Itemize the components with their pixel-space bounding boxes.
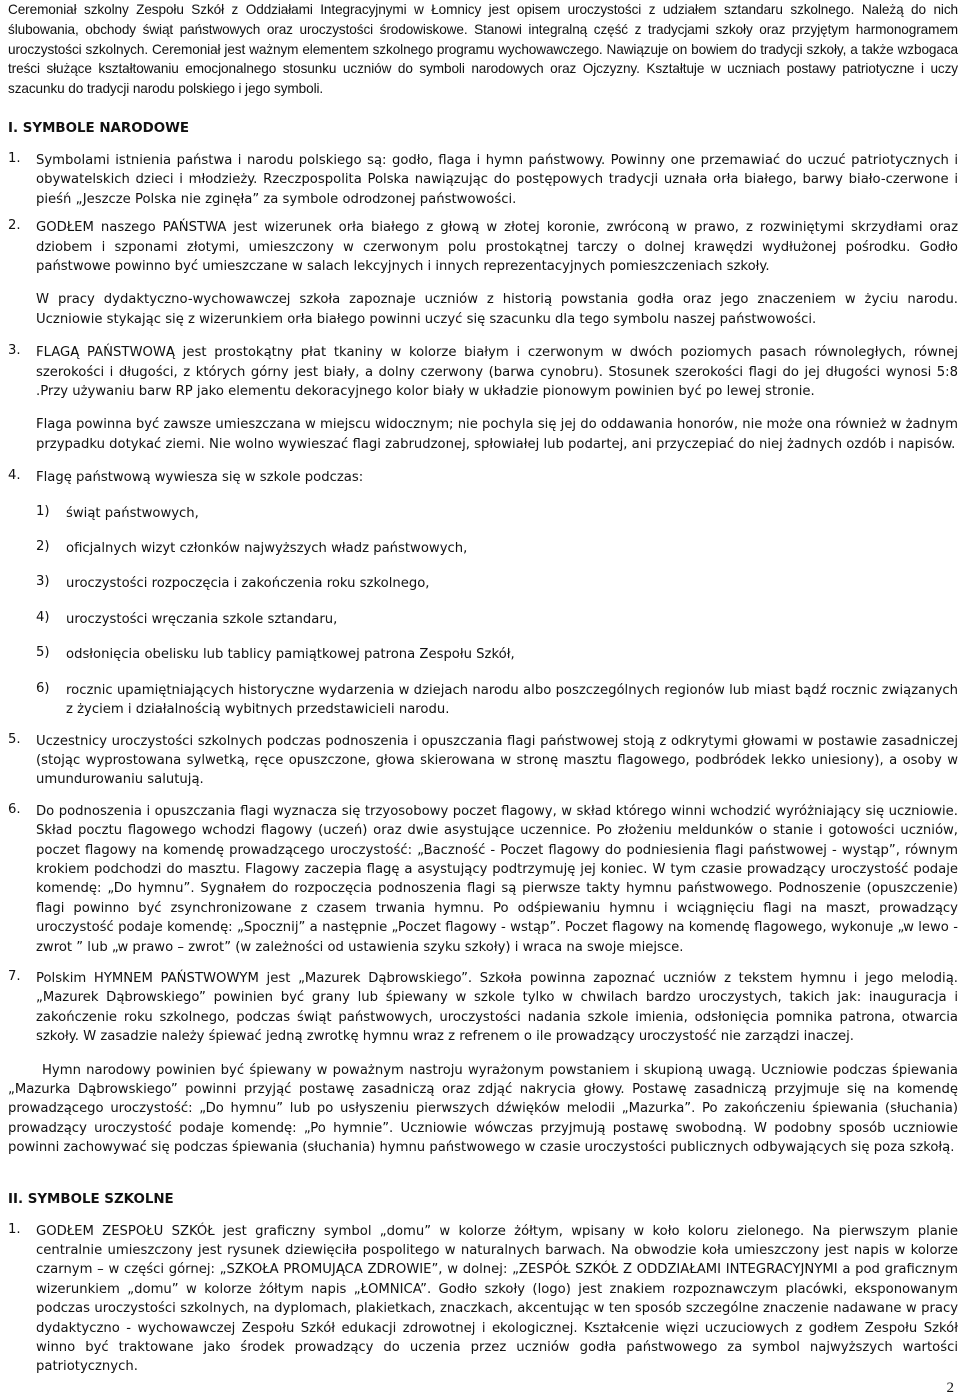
item-number: 1. [8,1221,21,1237]
item-text: GODŁEM naszego PAŃSTWA jest wizerunek orła białego z głową w złotej koronie, zwróconą w prawo, z rozwiniętymi skrzydłami oraz dziobem i szponami złotymi, umieszczony w czerwonym polu prostokątnej tarczy o dolnej krawędzi wydłużonej pośrodku. Godło państwowe powinno być umieszczane w salach lekcyjnych i innych reprezentacyjnych pomieszczeniach szkoły. [36,220,958,275]
list-item [8,1222,958,1377]
occasion-item [8,574,958,593]
occasion-text: odsłonięcia obelisku lub tablicy pamiątkowej patrona Zespołu Szkół, [66,647,515,663]
occasion-text: rocznic upamiętniających historyczne wydarzenia w dziejach narodu albo poszczególnych regionów lub miast bądź rocznic związanych z życiem i działalnością wybitnych przedstawicieli narodu. [66,682,958,718]
occasion-text: uroczystości wręczania szkole sztandaru, [66,611,338,627]
occasion-number: 1) [36,503,50,519]
item-number: 1. [8,150,21,166]
occasion-number: 3) [36,574,50,590]
item-text: Uczestnicy uroczystości szkolnych podczas podnoszenia i opuszczania flagi państwowej stoją z odkrytymi głowami w postawie zasadniczej (stojąc wyprostowana sylwetką, ręce opuszczone, głowa skierowana w stronę masztu flagowego, podbródek lekko uniesiony), a osoby w umundurowaniu salutują. [36,733,958,788]
item-text: Polskim HYMNEM PAŃSTWOWYM jest „Mazurek Dąbrowskiego”. Szkoła powinna zapoznać uczniów z tekstem hymnu i jego melodią. „Mazurek Dąbrowskiego” powinien być grany lub śpiewany w szkole tylko w chwilach bardzo uroczystych, takich jak: inauguracja i zakończenie roku szkolnego, podczas świąt państwowych, uroczystości nadania szkole imienia, odsłonięcia pomnika patrona, otwarcia szkoły. W zasadzie należy śpiewać jedną zwrotkę hymnu wraz z refrenem o ile prowadzący uroczystość nie zarządzi inaczej. [36,970,958,1045]
list-item [8,969,958,1047]
occasion-item [8,504,958,523]
hymn-paragraph: Hymn narodowy powinien być śpiewany w poważnym nastroju wyrażonym powstaniem i skupioną uwagą. Uczniowie podczas śpiewania „Mazurka Dąbrowskiego” powinni przyjąć postawę zasadniczą oraz zdjąć nakrycia głowy. Postawę zasadniczą przyjmuje się na komendę prowadzącego uroczystość: „Do hymnu” lub po usłyszeniu pierwszych dźwięków melodii „Mazurka”. Po zakończeniu śpiewania (słuchania) prowadzący uroczystość podaje komendę: „Po hymnie”. Uczniowie wówczas przyjmują postawę swobodną. W podobny sposób uczniowie powinni zachowywać się podczas śpiewania (słuchania) hymnu państwowego w czasie uroczystości publicznych odbywających się poza szkołą. [8,1062,958,1156]
item-number: 3. [8,343,21,359]
occasion-text: świąt państwowych, [66,505,199,521]
occasion-item [8,539,958,558]
occasion-text: oficjalnych wizyt członków najwyższych władz państwowych, [66,541,468,557]
section-heading-school-symbols: II. SYMBOLE SZKOLNE [8,1191,174,1207]
list-item [8,802,958,957]
item-number: 6. [8,801,21,817]
item-text: Do podnoszenia i opuszczania flagi wyznacza się trzyosobowy poczet flagowy, w skład którego winni wchodzić wyróżniający się uczniowie. Skład pocztu flagowego wchodzi flagowy (uczeń) oraz dwie asystujące uczennice. Po złożeniu meldunków o stanie i gotowości uczniów, poczet flagowy na komendę prowadzącego uroczystość: „Baczność - Poczet flagowy do podniesienia flagi państwowej - wystąp”, równym krokiem podchodzi do masztu. Flagowy zaczepia flagę a asystujący podtrzymuję jej koniec. W tym czasie prowadzący uroczystość podaje komendę: „Do hymnu”. Sygnałem do rozpoczęcia podnoszenia flagi są pierwsze takty hymnu państwowego. Podnoszenie (opuszczenie) flagi powinno być zsynchronizowane z czasem trwania hymnu. Po odśpiewaniu hymnu i wciągnięciu flagi na maszt, prowadzący uroczystość podaje komendę: „Spocznij” a następnie „Poczet flagowy - wstąp”. Poczet flagowy na komendę flagowego, wykonuje „w lewo - zwrot ” lub „w prawo – zwrot” (w zależności od ustawienia szyku szkoły) i wraca na swoje miejsce. [36,803,958,955]
list-item [8,151,958,209]
occasion-number: 6) [36,680,50,696]
list-item [8,468,958,487]
item-number: 4. [8,468,21,484]
page-number: 2 [946,1380,954,1396]
section-heading-national-symbols: I. SYMBOLE NARODOWE [8,120,190,136]
item-number: 7. [8,968,21,984]
occasion-item [8,645,958,664]
list-item [8,343,958,401]
item-text: Flagę państwową wywiesza się w szkole podczas: [36,470,364,486]
document-page [8,0,958,1377]
item-number: 2. [8,218,21,234]
occasion-number: 2) [36,539,50,555]
occasion-text: uroczystości rozpoczęcia i zakończenia roku szkolnego, [66,576,430,592]
occasion-item [8,681,958,720]
list-item [8,218,958,276]
intro-paragraph: Ceremoniał szkolny Zespołu Szkół z Oddziałami Integracyjnymi w Łomnicy jest opisem uroczystości z udziałem sztandaru szkolnego. Należą do nich ślubowania, obchody świąt państwowych oraz uroczystości środowiskowe. Stanowi integralną część z tradycjami szkoły oraz przyjętym harmonogramem uroczystości szkolnych. Ceremoniał jest ważnym elementem szkolnego programu wychowawczego. Nawiązuje on bowiem do tradycji szkoły, a także wzbogaca treści służące kształtowaniu emocjonalnego stosunku uczniów do symboli narodowych oraz Ojczyzny. Kształtuje w uczniach postawy patriotyczne i uczy szacunku do tradycji narodu polskiego i jego symboli. [8,2,958,97]
item-text: FLAGĄ PAŃSTWOWĄ jest prostokątny płat tkaniny w kolorze białym i czerwonym w dwóch poziomych pasach równoległych, równej szerokości i długości, z których górny jest biały, a dolny czerwony (barwa cynobru). Stosunek szerokości flagi do jej długości wynosi 5:8 .Przy używaniu barw RP jako elementu dekoracyjnego kolor biały w układzie pionowym powinien być po lewej stronie. [36,345,958,400]
item-extra-paragraph: W pracy dydaktyczno-wychowawczej szkoła zapoznaje uczniów z historią powstania godła oraz jego znaczeniem w życiu narodu. Uczniowie stykając się z wizerunkiem orła białego powinni uczyć się szacunku dla tego symbolu naszej państwowości. [36,292,958,327]
item-text: GODŁEM ZESPOŁU SZKÓŁ jest graficzny symbol „domu” w kolorze żółtym, wpisany w koło koloru zielonego. Na pierwszym planie centralnie umieszczony jest rysunek dziewięciła pospolitego w naturalnych barwach. Na obwodzie koła umieszczony jest napis w kolorze czarnym – w części górnej: „SZKOŁA PROMUJĄCA ZDROWIE”, w dolnej: „ZESPÓŁ SZKÓŁ Z ODDZIAŁAMI INTEGRACYJNYMI a pod graficznym wizerunkiem „domu” w kolorze żółtym napis „ŁOMNICA”. Godło szkoły (logo) jest znakiem rozpoznawczym placówki, eksponowanym podczas uroczystości szkolnych, na dyplomach, plakietkach, znaczkach, akcentując w ten sposób szczególne znaczenie nadawane w pracy dydaktyczno - wychowawczej Zespołu Szkół edukacji zdrowotnej i ekologicznej. Kształcenie więzi uczuciowych z godłem Zespołu Szkół winno być traktowane jako środek prowadzący do uczenia przez uczniów godła państwowego za symbol najwyższych wartości patriotycznych. [36,1223,958,1375]
item-text: Symbolami istnienia państwa i narodu polskiego są: godło, flaga i hymn państwowy. Powinny one przemawiać do uczuć patriotycznych i obywatelskich dzieci i młodzieży. Rzeczpospolita Polska nawiązując do postępowych tradycji uznała orła białego, barwy biało-czerwone i pieśń „Jeszcze Polska nie zginęła” za symbole odrodzonej państwowości. [36,152,958,207]
occasion-number: 4) [36,609,50,625]
item-extra-paragraph: Flaga powinna być zawsze umieszczana w miejscu widocznym; nie pochyla się jej do oddawania honorów, nie może ona również w żadnym przypadku dotykać ziemi. Nie wolno wywieszać flagi zabrudzonej, spłowiałej lub podartej, ani przyczepiać do niej żadnych ozdób i napisów. [36,417,958,452]
item-number: 5. [8,731,21,747]
list-item [8,732,958,790]
occasion-number: 5) [36,645,50,661]
occasion-item [8,610,958,629]
